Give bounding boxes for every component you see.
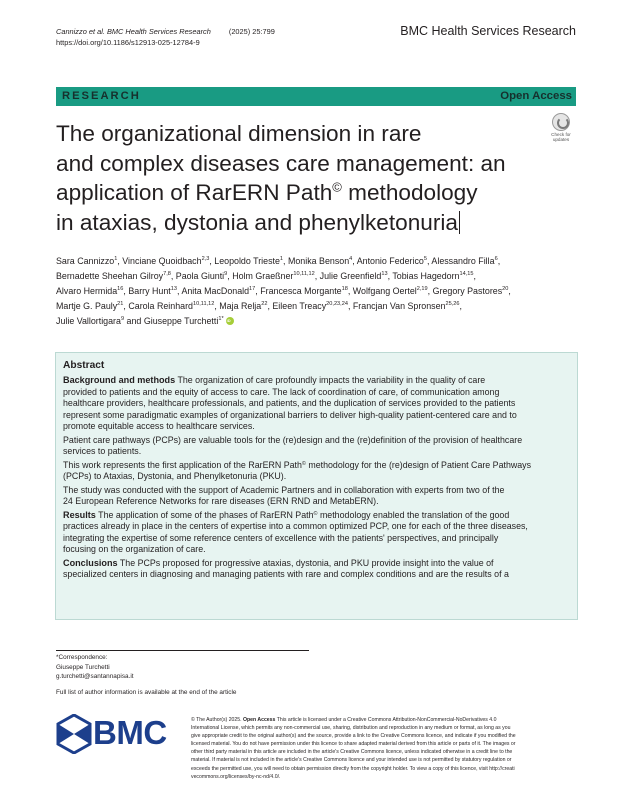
- author-name[interactable]: Julie Greenfield: [319, 271, 382, 282]
- title-line-1: The organizational dimension in rare: [56, 121, 422, 146]
- check-for-updates-badge[interactable]: [546, 113, 576, 143]
- author-affiliation: 7,8: [163, 271, 171, 278]
- pcp-line: Patient care pathways (PCPs) are valuable tools for the (re)design and the (re)definition of the provision of healthcare: [63, 434, 523, 445]
- author-affiliation: 2,3: [201, 256, 210, 262]
- results-line: practices already in place in the centers of expertise into a common optimized PCP, one for each of the three diseases,: [63, 521, 528, 531]
- author-name[interactable]: Carola Reinhard: [128, 301, 193, 312]
- author-name[interactable]: Wolfgang Oertel: [352, 286, 417, 297]
- badge-line-2: updates: [552, 137, 570, 142]
- author-line: Bernadette Sheehan Gilroy$^{7,8}$, Paola Giunti$^9$, Holm Graeßner$^{10,11,12}$, Julie Greenfield$^{13}$, Tobias Hagedorn$^{14,15}$,: [56, 271, 476, 282]
- results-line: The application of some of the phases of RarERN Path: [98, 509, 314, 520]
- author-list: [56, 254, 578, 329]
- author-info-note: Full list of author information is available at the end of the article: [56, 689, 237, 696]
- author-name[interactable]: Julie Vallortigara: [56, 316, 121, 327]
- author-line: [56, 314, 578, 329]
- author-name[interactable]: Gregory Pastores: [432, 286, 503, 297]
- results-heading: Results: [63, 509, 96, 520]
- author-affiliation: 22: [261, 301, 268, 308]
- badge-label: [546, 132, 576, 142]
- results-line: integrating the expertise of some reference centers of excellence with the patients' perspectives, and principally: [63, 532, 499, 543]
- license-line: This article is licensed under a Creative Commons Attribution-NonCommercial-NoDerivatives 4.0: [276, 717, 497, 723]
- author-name[interactable]: Alessandro Filla: [431, 256, 495, 266]
- author-affiliation: 1: [114, 256, 118, 262]
- author-name[interactable]: Sara Cannizzo: [56, 256, 115, 266]
- author-affiliation: 13: [381, 271, 388, 278]
- bmc-logo: [56, 712, 176, 756]
- copyright-symbol: ©: [313, 510, 318, 517]
- author-name[interactable]: Monika Benson: [287, 256, 350, 266]
- author-line: Martje G. Pauly$^{21}$, Carola Reinhard$^{10,11,12}$, Maja Relja$^{22}$, Eileen Treacy$^{20,23,24}$, Francjan Van Spronsen$^{25,26}$,: [56, 301, 462, 312]
- license-link[interactable]: vecommons.org/licenses/by-nc-nd/4.0/.: [191, 773, 281, 780]
- author-name[interactable]: Anita MacDonald: [181, 286, 250, 297]
- open-access-notice: Open Access: [243, 717, 276, 723]
- author-affiliation: 2,19: [416, 286, 428, 293]
- author-affiliation: 20: [502, 286, 509, 293]
- title-line-4: in ataxias, dystonia and phenylketonuria: [56, 209, 458, 235]
- license-line: International License, which permits any non-commercial use, sharing, distribution and reproduction in any medium or format, as long as you: [191, 725, 511, 732]
- open-access-label: Open Access: [500, 90, 572, 102]
- title-line-2: and complex diseases care management: an: [56, 150, 506, 176]
- author-name[interactable]: Alvaro Hermida: [56, 286, 118, 297]
- author-affiliation: 9: [120, 316, 125, 323]
- copyright-symbol: ©: [332, 179, 342, 195]
- author-name[interactable]: Martje G. Pauly: [56, 301, 118, 312]
- copyright-notice: © The Author(s) 2025.: [191, 717, 242, 723]
- author-affiliation: 10,11,12: [293, 271, 315, 278]
- methodology-paragraph: [63, 460, 570, 483]
- author-affiliation: 9: [224, 271, 228, 278]
- study-line: The study was conducted with the support of Academic Partners and in collaboration with experts from two of the: [63, 484, 505, 495]
- abstract-box: [55, 352, 578, 620]
- author-affiliation: 1*: [218, 316, 224, 323]
- citation-line: [56, 26, 275, 37]
- citation-year: (2025) 25:799: [228, 27, 275, 36]
- background-line: promote equitable access to healthcare services.: [63, 421, 255, 431]
- correspondence-name: Giuseppe Turchetti: [56, 663, 110, 671]
- author-affiliation: 20,23,24: [326, 301, 348, 308]
- orcid-icon[interactable]: [226, 317, 234, 325]
- pcp-line: services to patients.: [63, 446, 142, 456]
- study-line: 24 European Reference Networks for rare diseases (ERN RND and MetabERN).: [63, 496, 379, 506]
- author-affiliation: 25,26: [445, 301, 460, 308]
- conclusions-heading: Conclusions: [63, 557, 118, 568]
- conclusions-paragraph: [63, 558, 570, 581]
- correspondence-label: *Correspondence:: [56, 654, 108, 661]
- author-affiliation: 17: [249, 286, 256, 293]
- background-line: The organization of care profoundly impacts the variability in the quality of care: [177, 375, 486, 385]
- background-line: represent some paradigmatic examples of organizational barriers to deliver high-quality patient-centered care and to: [63, 409, 517, 420]
- doi-link[interactable]: https://doi.org/10.1186/s12913-025-12784-9: [56, 38, 200, 47]
- conclusions-line: specialized centers in diagnosing and managing patients with rare and complex conditions and are the results of a: [63, 569, 509, 579]
- license-line: licensed material. You do not have permission under this licence to share adapted material derived from this article or parts of it. The images or: [191, 741, 516, 748]
- footnote-divider: [56, 650, 309, 651]
- author-affiliation: 13: [170, 286, 177, 293]
- author-affiliation: 10,11,12: [192, 301, 215, 308]
- author-name[interactable]: Antonio Federico: [356, 256, 424, 266]
- author-affiliation: 4: [349, 256, 353, 262]
- license-line: exceeds the permitted use, you will need to obtain permission directly from the copyright holder. To view a copy of this licence, visit http://creati: [191, 765, 515, 772]
- abstract-heading: Abstract: [63, 360, 105, 371]
- text-cursor: [459, 211, 460, 234]
- copyright-symbol: ©: [301, 460, 306, 467]
- license-line: give appropriate credit to the original author(s) and the source, provide a link to the Creative Commons licence, and indicate if you modified the: [191, 733, 516, 740]
- bmc-logo-icon: [56, 714, 92, 754]
- title-line-3-end: methodology: [341, 180, 478, 205]
- correspondence: [56, 653, 134, 682]
- author-affiliation: 21: [117, 301, 124, 308]
- author-conjunction: and: [126, 316, 144, 327]
- author-name[interactable]: Leopoldo Trieste: [214, 256, 280, 266]
- methodology-line: This work represents the first application of the RarERN Path: [63, 459, 302, 470]
- section-label: RESEARCH: [62, 90, 141, 102]
- results-line-end: methodology enabled the translation of the good: [317, 509, 510, 520]
- author-affiliation: 16: [117, 286, 124, 293]
- study-paragraph: [63, 485, 570, 508]
- citation-journal: Cannizzo et al. BMC Health Services Research: [56, 27, 211, 36]
- correspondence-email[interactable]: g.turchetti@santannapisa.it: [56, 673, 134, 680]
- background-line: provided to patients and the equity of access to care. The lack of coordination of care, of communication among: [63, 386, 500, 397]
- results-line: focusing on the organization of care.: [63, 544, 206, 554]
- methodology-line: (PCPs) to Ataxias, Dystonia, and Phenylketonuria (PKU).: [63, 471, 287, 481]
- author-name[interactable]: Tobias Hagedorn: [392, 271, 460, 282]
- author-name[interactable]: Giuseppe Turchetti: [143, 316, 219, 327]
- author-affiliation: 6: [494, 256, 498, 262]
- methodology-line-end: methodology for the (re)design of Patient Care Pathways: [305, 459, 532, 470]
- license-line: other third party material in this article are included in the article's Creative Commons licence, unless indicated otherwise in a credit line to the: [191, 749, 513, 756]
- journal-name: BMC Health Services Research: [400, 24, 576, 38]
- author-affiliation: 5: [423, 256, 427, 262]
- author-name[interactable]: Vinciane Quoidbach: [122, 256, 202, 266]
- license-line: material. If material is not included in the article's Creative Commons licence and your intended use is not permitted by statutory regulation or: [191, 757, 512, 764]
- author-name[interactable]: Paola Giunti: [175, 271, 225, 282]
- pcp-paragraph: [63, 435, 570, 458]
- conclusions-line: The PCPs proposed for progressive ataxias, dystonia, and PKU provide insight into the value of: [119, 557, 494, 568]
- author-name[interactable]: Holm Graeßner: [232, 271, 294, 282]
- author-name[interactable]: Maja Relja: [219, 301, 262, 312]
- background-heading: Background and methods: [63, 375, 176, 385]
- bmc-logo-text: BMC: [93, 714, 167, 751]
- article-title: [56, 119, 526, 237]
- author-affiliation: 1: [279, 256, 284, 262]
- title-line-3: application of RarERN Path: [56, 180, 333, 205]
- author-name[interactable]: Bernadette Sheehan Gilroy: [56, 271, 164, 282]
- author-name[interactable]: Eileen Treacy: [272, 301, 327, 312]
- author-name[interactable]: Francesca Morgante: [260, 286, 342, 297]
- author-affiliation: 18: [341, 286, 348, 293]
- author-line: Alvaro Hermida$^{16}$, Barry Hunt$^{13}$, Anita MacDonald$^{17}$, Francesca Morgante$^{18}$, Wolfgang Oertel$^{2,19}$, Gregory Pastores$^{20}$,: [56, 286, 511, 297]
- results-paragraph: [63, 510, 570, 556]
- background-paragraph: [63, 375, 570, 433]
- author-name[interactable]: Francjan Van Spronsen: [352, 301, 446, 312]
- refresh-icon: [552, 113, 570, 131]
- license-text: [191, 716, 578, 781]
- background-line: healthcare providers, healthcare professionals, and patients, and the duplication of services provided to the patients: [63, 398, 516, 408]
- author-line: Sara Cannizzo$^1$, Vinciane Quoidbach$^{2,3}$, Leopoldo Trieste$^1$, Monika Benson$^4$, Antonio Federico$^5$, Alessandro Filla$^6$,: [56, 256, 501, 266]
- section-bar: [56, 87, 576, 106]
- badge-line-1: Check for: [551, 132, 571, 137]
- author-affiliation: 14,15: [459, 271, 474, 278]
- citation-header: [56, 26, 275, 48]
- author-name[interactable]: Barry Hunt: [128, 286, 171, 297]
